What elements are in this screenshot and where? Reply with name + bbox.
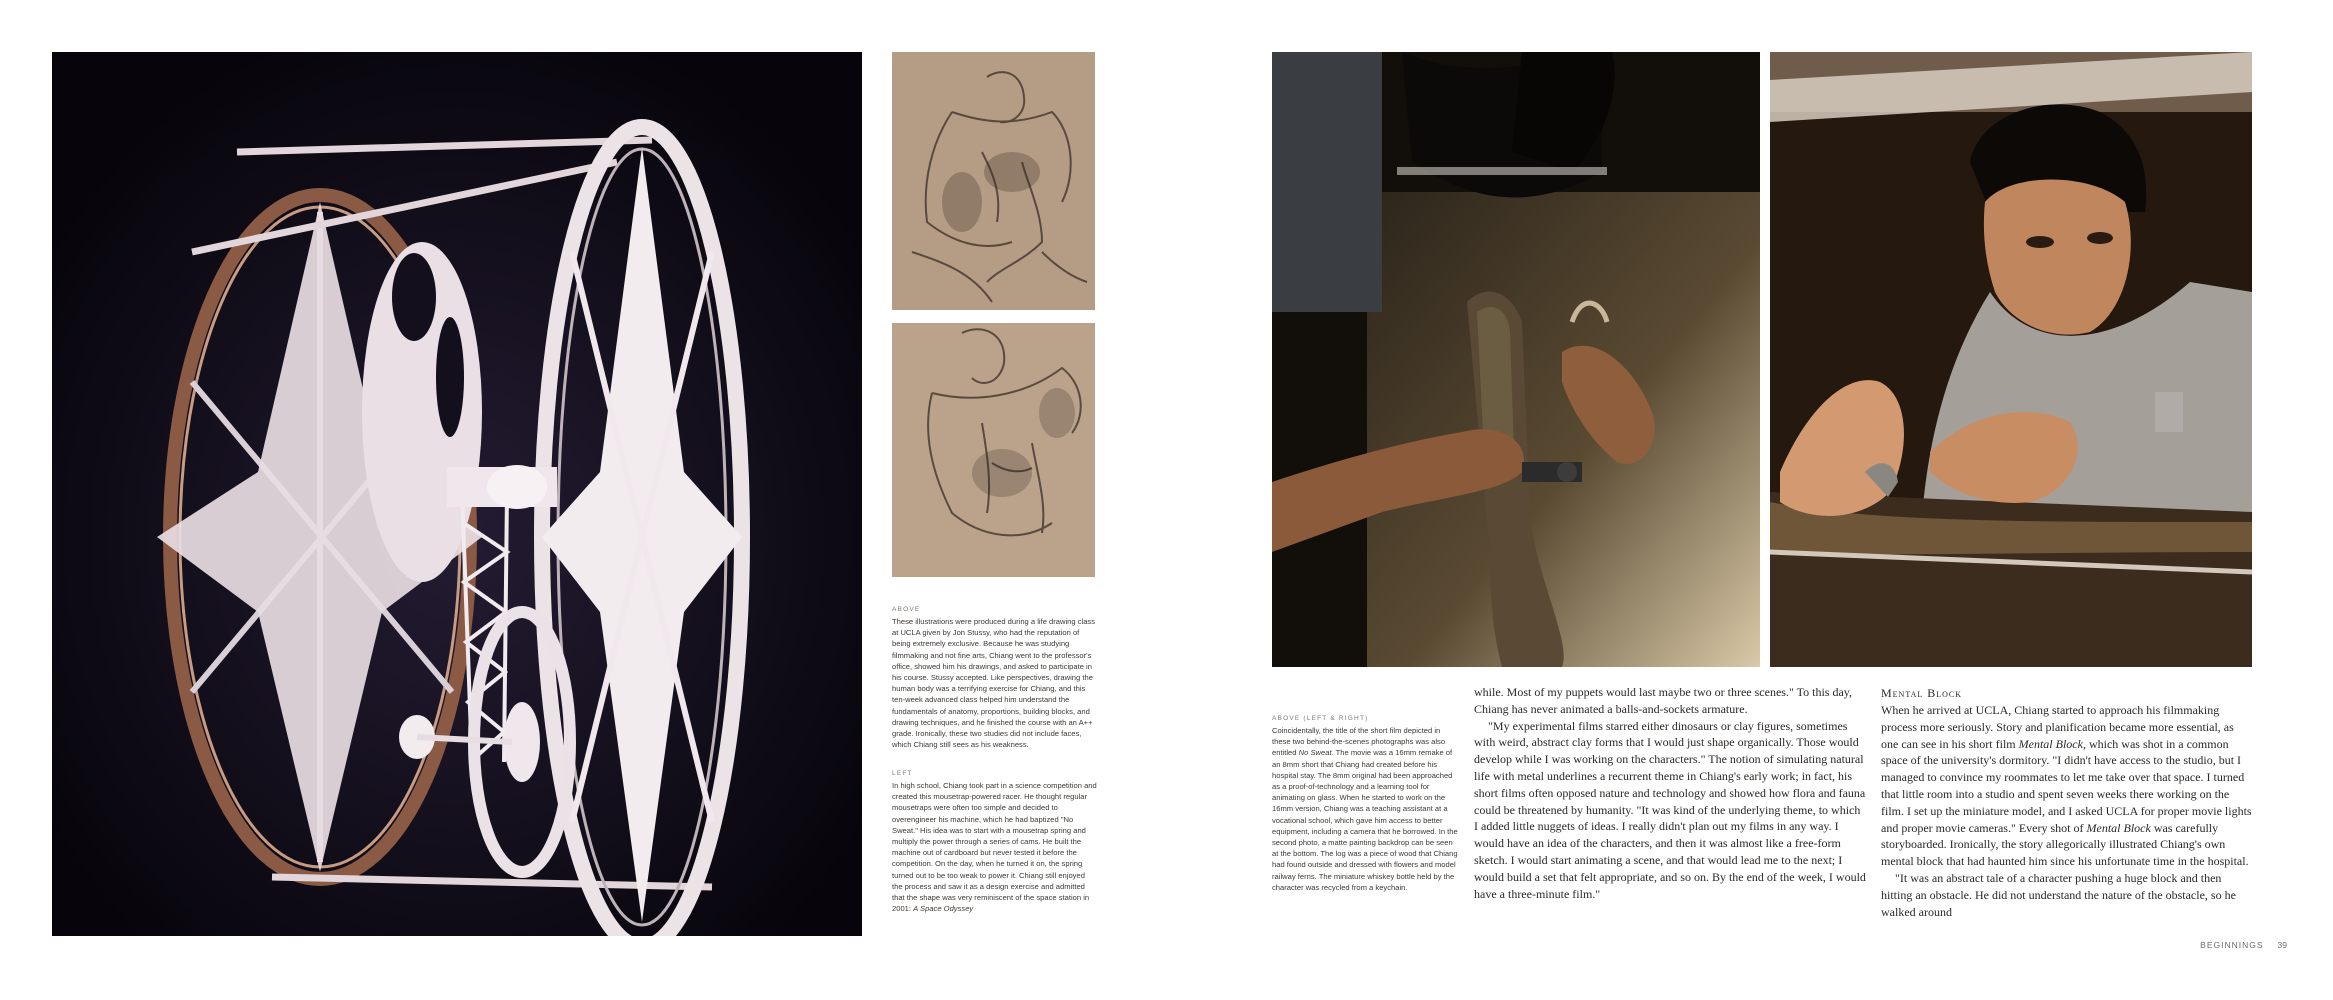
caption-no-sweat-body-2: The movie was a 16mm remake of an 8mm short that Chiang had created before his hospital stay. The 8mm original had been approached as a proof-of-technology and a learning tool for animating on glass. When he started to work on the 16mm version, Chiang was a teaching assistant at a vocational school, which gave him access to better equipment, including a camera that he borrowed. In the second photo, a matte painting backdrop can be seen at the bottom. The log was a piece of wood that Chiang had found outside and dressed with flowers and model railway ferns. The miniature whiskey bottle held by the character was recycled from a keychain.	[1272, 748, 1458, 892]
body-text-span: , which was shot in a common space of the university's dormitory. "I didn't have access to the studio, but I managed to convince my roommates to let me take over that space. I turned that little room into a studio and spent seven weeks there working on the film. I set up the miniature model, and I asked UCLA for proper movie lights and proper movie cameras." Every shot of	[1881, 736, 2252, 835]
body-paragraph: "My experimental films starred either dinosaurs or clay figures, sometimes with weird, abstract clay forms that I would just shape organically. Those would develop while I was working on the characters." The notion of simulating natural life with metal underlines a recurrent theme in Chiang's early work; in fact, his short films often opposed nature and technology and showed how flora and fauna could be threatened by humanity. "It was kind of the underlying theme, to which I added little nuggets of ideas. I really didn't plan out my films in any way. I would have an idea of the characters, and then it was almost like a free-form sketch. I would start animating a scene, and that would lead me to the next; I would build a set that felt appropriate, and so on. By the end of the week, I would have a three-minute film."	[1474, 718, 1866, 901]
page-number: 39	[2277, 940, 2287, 950]
film-title-mental-block: Mental Block	[2018, 736, 2083, 751]
film-title-mental-block: Mental Block	[2086, 820, 2151, 835]
caption-label-above: ABOVE	[892, 606, 921, 613]
anatomy-sketch-bottom	[892, 323, 1095, 577]
body-paragraph: "It was an abstract tale of a character pushing a huge block and then hitting an obstacle. He did not understand the nature of the obstacle, so he walked around	[1881, 870, 2236, 919]
body-text-span: When he arrived at UCLA, Chiang started to approach his filmmaking process more seriously. Story and planification became more essential, as one can see in his short film	[1881, 703, 2234, 751]
caption-left-text	[892, 780, 1097, 914]
body-paragraph: while. Most of my puppets would last maybe two or three scenes." To this day, Chiang has never animated a balls-and-sockets armature.	[1474, 685, 1852, 716]
body-paragraph	[1881, 702, 2253, 870]
caption-no-sweat-text	[1272, 725, 1458, 893]
caption-left-film-title: A Space Odyssey	[913, 904, 974, 914]
section-heading-mental-block: Mental Block	[1881, 686, 1963, 700]
caption-left-body: In high school, Chiang took part in a science competition and created this mousetrap-powered racer. He thought regular mousetraps were often too simple and decided to overengineer his machine, which he had baptized "No Sweat." His idea was to start with a mousetrap spring and multiply the power through a series of cams. He built the machine out of cardboard but never tested it before the competition. On the day, when he turned it on, the spring turned out to be too weak to power it. Chiang still enjoyed the process and saw it as a design exercise and admitted that the shape was very reminiscent of the space station in 2001:	[892, 781, 1097, 914]
caption-above-text	[892, 616, 1097, 750]
mousetrap-racer-photo	[52, 52, 862, 936]
portrait-at-work-photo	[1770, 52, 2252, 667]
behind-scenes-hands-photo	[1272, 52, 1760, 667]
page-footer	[2200, 940, 2287, 950]
caption-no-sweat-body-1: Coincidentally, the title of the short film depicted in these two behind-the-scenes photographs was also entitled	[1272, 726, 1446, 758]
body-text-span: was carefully storyboarded. Ironically, the story allegorically illustrated Chiang's own mental block that had haunted him since his unfortunate time in the hospital.	[1881, 820, 2249, 869]
running-section-title: BEGINNINGS	[2200, 940, 2264, 950]
caption-above-body: These illustrations were produced during a life drawing class at UCLA given by Jon Stussy, who had the reputation of being extremely exclusive. Because he was studying filmmaking and not fine arts, Chiang went to the professor's office, showed him his drawings, and asked to participate in his course. Stussy accepted. Like perspectives, drawing the human body was a terrifying exercise for Chiang, and this ten-week advanced class helped him understand the fundamentals of anatomy, proportions, building blocks, and drawing techniques, and he finished the course with an A++ grade. Ironically, these two studies did not include faces, which Chiang still sees as his weakness.	[892, 617, 1096, 750]
body-column-2	[1881, 702, 2253, 920]
caption-label-left: LEFT	[892, 770, 913, 777]
caption-no-sweat-title: No Sweat.	[1298, 748, 1334, 758]
body-column-1	[1474, 684, 1866, 902]
caption-label-above-left-right: ABOVE (LEFT & RIGHT)	[1272, 715, 1369, 722]
anatomy-sketch-top	[892, 52, 1095, 310]
